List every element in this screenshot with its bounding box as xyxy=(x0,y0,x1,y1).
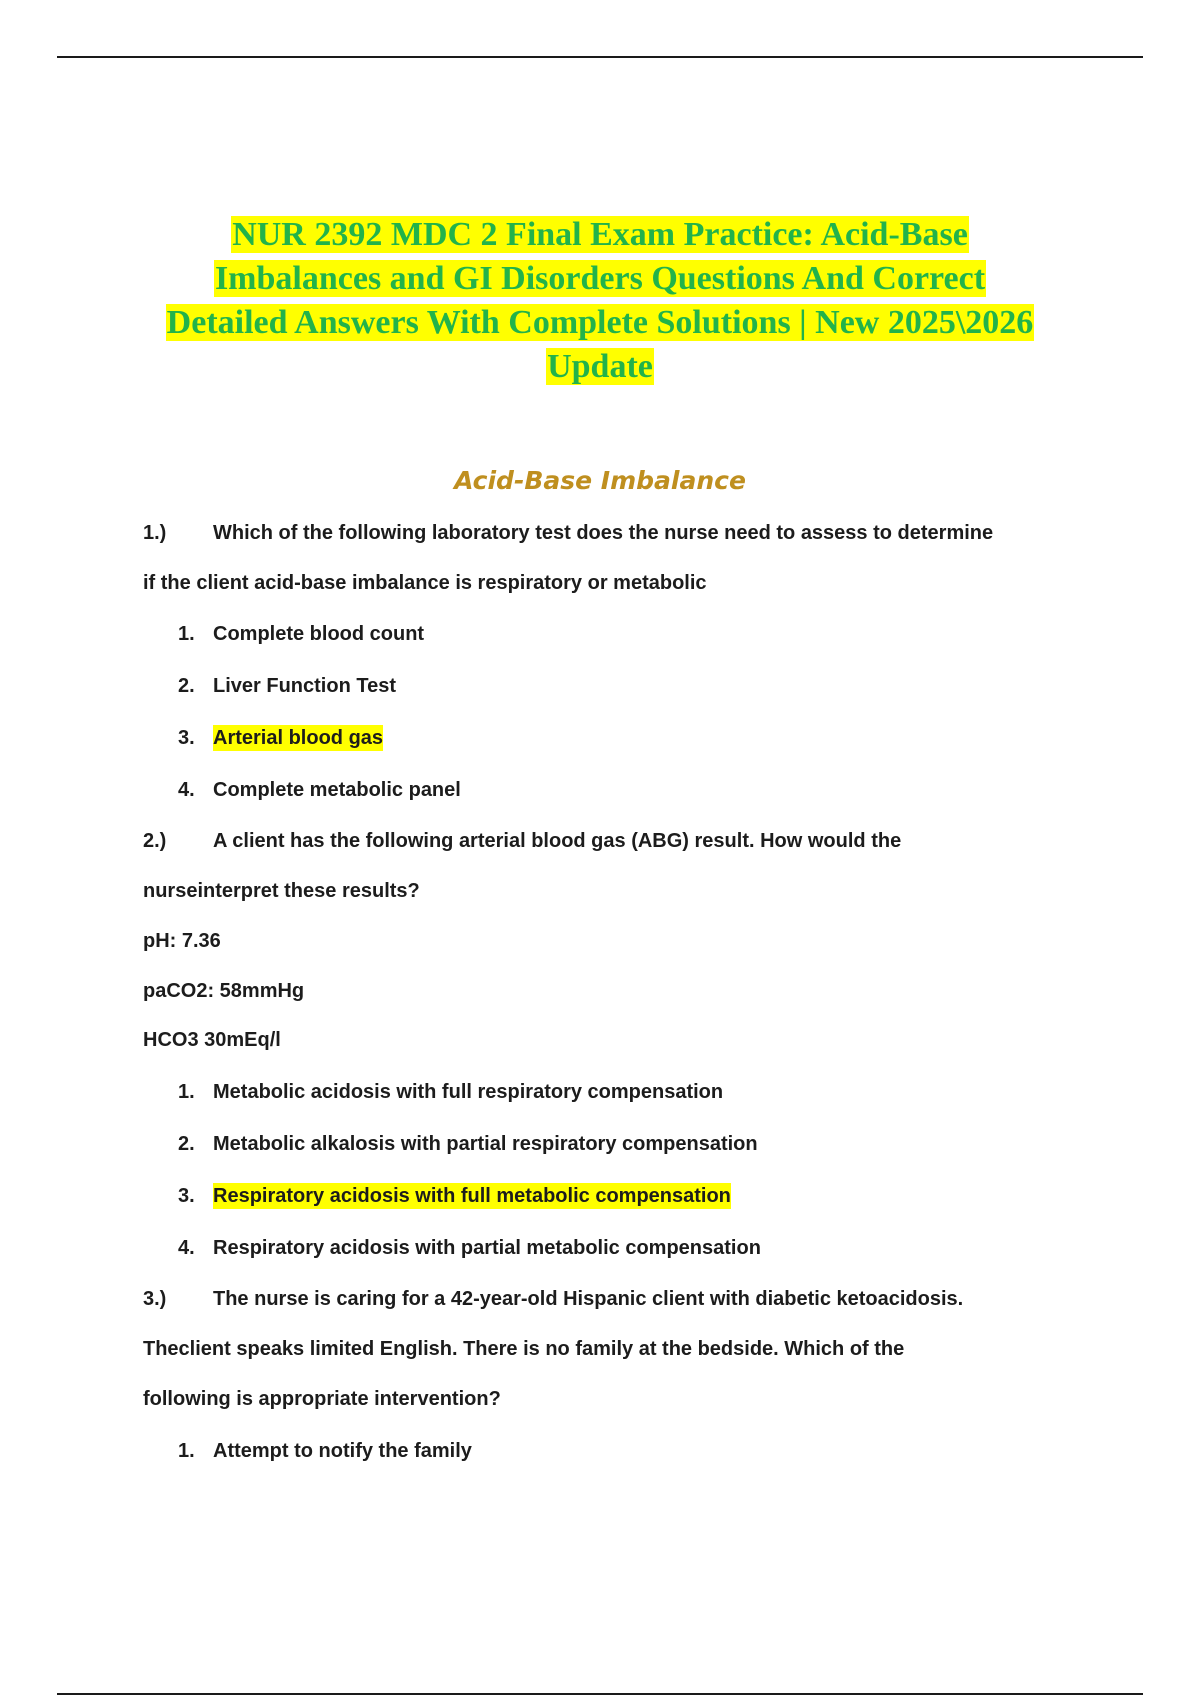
option-number: 1. xyxy=(178,1081,195,1103)
question-1-number: 1.) xyxy=(143,522,167,544)
option-number: 2. xyxy=(178,675,195,697)
option-number: 1. xyxy=(178,623,195,645)
option-text: Complete blood count xyxy=(213,623,425,645)
document-title xyxy=(120,213,1080,389)
option-number: 3. xyxy=(178,727,195,749)
title-line-1: NUR 2392 MDC 2 Final Exam Practice: Acid-Base xyxy=(232,216,968,253)
section-heading: Acid-Base Imbalance xyxy=(454,466,746,495)
option-number: 4. xyxy=(178,1237,195,1259)
option-text: Respiratory acidosis with partial metabolic compensation xyxy=(213,1237,761,1259)
abg-hco3-value: HCO3 30mEq/l xyxy=(143,1029,281,1051)
abg-paco2-value: paCO2: 58mmHg xyxy=(143,980,305,1002)
question-3-text-line-3: following is appropriate intervention? xyxy=(143,1388,501,1410)
question-2-option-1 xyxy=(178,1079,978,1105)
option-number: 4. xyxy=(178,779,195,801)
question-1-line-1 xyxy=(143,520,993,546)
option-number: 2. xyxy=(178,1133,195,1155)
title-line-2: Imbalances and GI Disorders Questions And Correct xyxy=(214,260,986,297)
option-text: Complete metabolic panel xyxy=(213,779,461,801)
option-text: Metabolic alkalosis with partial respiratory compensation xyxy=(213,1133,758,1155)
title-line-4: Update xyxy=(547,348,653,385)
question-1-text-line-2: if the client acid-base imbalance is respiratory or metabolic xyxy=(143,572,707,594)
correct-answer-highlight: Respiratory acidosis with full metabolic compensation xyxy=(213,1185,731,1207)
question-2-text-line-2: nurseinterpret these results? xyxy=(143,880,420,902)
title-line-3: Detailed Answers With Complete Solutions | New 2025\2026 xyxy=(166,304,1034,341)
question-1-option-1 xyxy=(178,621,978,647)
question-2-option-2 xyxy=(178,1131,978,1157)
option-text: Liver Function Test xyxy=(213,675,396,697)
question-2-option-3-correct xyxy=(178,1183,978,1209)
bottom-rule xyxy=(57,1693,1143,1695)
abg-ph-value: pH: 7.36 xyxy=(143,930,221,952)
question-2-line-1 xyxy=(143,828,901,854)
option-number: 1. xyxy=(178,1440,195,1462)
question-2-option-4 xyxy=(178,1235,978,1261)
option-text: Metabolic acidosis with full respiratory compensation xyxy=(213,1081,724,1103)
question-3-number: 3.) xyxy=(143,1288,167,1310)
question-2-text-line-1: A client has the following arterial blood gas (ABG) result. How would the xyxy=(213,830,902,852)
correct-answer-highlight: Arterial blood gas xyxy=(213,727,384,749)
question-3-text-line-1: The nurse is caring for a 42-year-old Hispanic client with diabetic ketoacidosis. xyxy=(213,1288,964,1310)
question-3-text-line-2: Theclient speaks limited English. There is no family at the bedside. Which of the xyxy=(143,1338,905,1360)
question-3-option-1 xyxy=(178,1438,978,1464)
question-1-option-2 xyxy=(178,673,978,699)
question-1-option-3-correct xyxy=(178,725,978,751)
option-number: 3. xyxy=(178,1185,195,1207)
question-2-number: 2.) xyxy=(143,830,167,852)
question-1-option-4 xyxy=(178,777,978,803)
question-3-line-1 xyxy=(143,1286,963,1312)
option-text: Attempt to notify the family xyxy=(213,1440,472,1462)
question-1-text-line-1: Which of the following laboratory test does the nurse need to assess to determine xyxy=(213,522,994,544)
top-rule xyxy=(57,56,1143,58)
